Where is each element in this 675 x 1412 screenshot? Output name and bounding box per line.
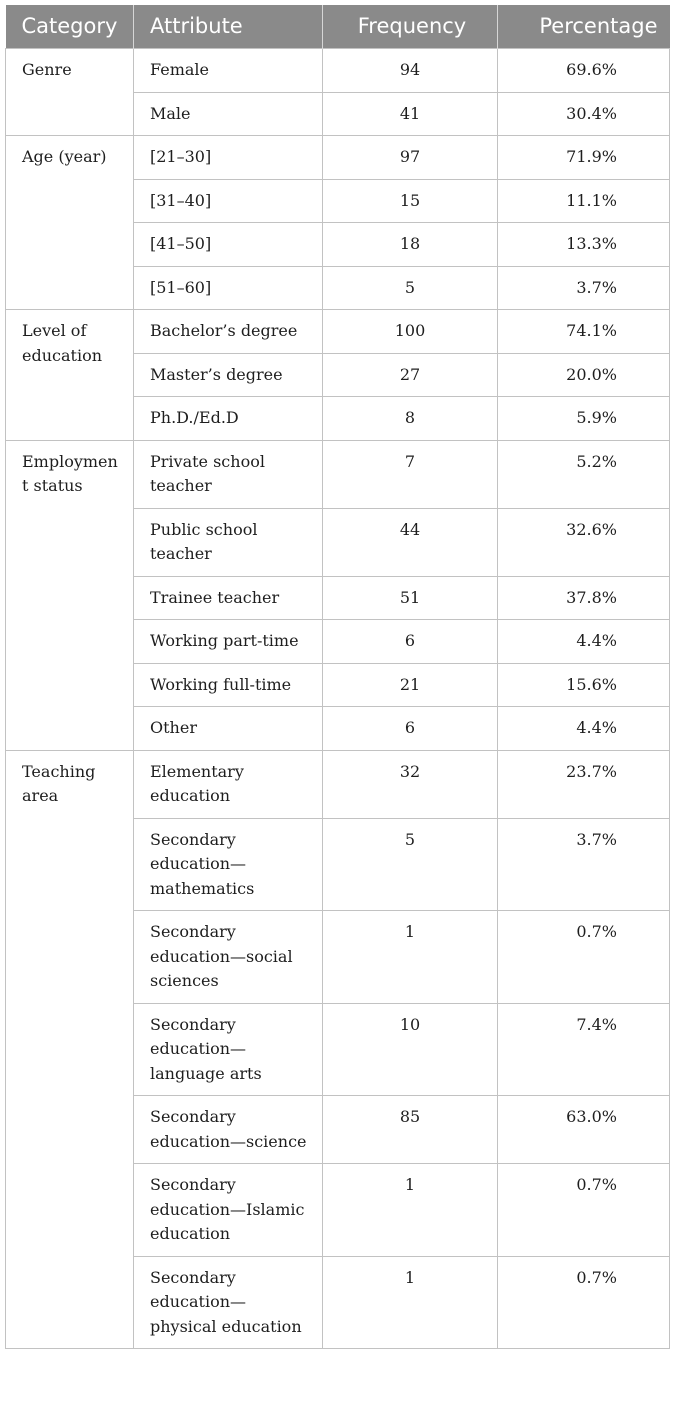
table-row [6,136,670,180]
header-percentage: Percentage [498,5,670,49]
frequency-cell: 6 [323,620,498,664]
percentage-cell: 20.0% [498,353,670,397]
frequency-cell: 44 [323,508,498,576]
attribute-cell: Elementary education [134,750,323,818]
percentage-cell: 13.3% [498,223,670,267]
frequency-cell: 97 [323,136,498,180]
attribute-cell: Master’s degree [134,353,323,397]
table-header [6,5,670,49]
percentage-cell: 0.7% [498,1164,670,1257]
percentage-cell: 37.8% [498,576,670,620]
table-row [6,49,670,93]
frequency-cell: 15 [323,179,498,223]
percentage-cell: 4.4% [498,620,670,664]
category-cell: Teaching area [6,750,134,1349]
frequency-cell: 18 [323,223,498,267]
attribute-cell: [41–50] [134,223,323,267]
percentage-cell: 11.1% [498,179,670,223]
header-row [6,5,670,49]
attribute-cell: Secondary education—science [134,1096,323,1164]
attribute-cell: Working part-time [134,620,323,664]
frequency-cell: 41 [323,92,498,136]
frequency-cell: 1 [323,1256,498,1349]
percentage-cell: 74.1% [498,310,670,354]
percentage-cell: 63.0% [498,1096,670,1164]
attribute-cell: [51–60] [134,266,323,310]
percentage-cell: 4.4% [498,707,670,751]
percentage-cell: 23.7% [498,750,670,818]
category-cell: Level of education [6,310,134,441]
table-body [6,49,670,1349]
frequency-cell: 94 [323,49,498,93]
frequency-cell: 7 [323,440,498,508]
header-category: Category [6,5,134,49]
table-row [6,310,670,354]
frequency-cell: 100 [323,310,498,354]
percentage-cell: 7.4% [498,1003,670,1096]
percentage-cell: 5.9% [498,397,670,441]
attribute-cell: Secondary education—social sciences [134,911,323,1004]
category-cell: Employment status [6,440,134,750]
percentage-cell: 0.7% [498,911,670,1004]
percentage-cell: 32.6% [498,508,670,576]
frequency-cell: 1 [323,911,498,1004]
category-cell: Age (year) [6,136,134,310]
header-frequency: Frequency [323,5,498,49]
table-row [6,750,670,818]
frequency-cell: 27 [323,353,498,397]
attribute-cell: Secondary education—physical education [134,1256,323,1349]
percentage-cell: 30.4% [498,92,670,136]
attribute-cell: Bachelor’s degree [134,310,323,354]
percentage-cell: 3.7% [498,266,670,310]
frequency-cell: 8 [323,397,498,441]
attribute-cell: Working full-time [134,663,323,707]
frequency-cell: 5 [323,818,498,911]
percentage-cell: 0.7% [498,1256,670,1349]
frequency-cell: 6 [323,707,498,751]
attribute-cell: Ph.D./Ed.D [134,397,323,441]
percentage-cell: 3.7% [498,818,670,911]
attribute-cell: Secondary education—language arts [134,1003,323,1096]
attribute-cell: Private school teacher [134,440,323,508]
attribute-cell: Trainee teacher [134,576,323,620]
attribute-cell: Secondary education—mathematics [134,818,323,911]
attribute-cell: Female [134,49,323,93]
frequency-cell: 51 [323,576,498,620]
frequency-cell: 21 [323,663,498,707]
frequency-cell: 85 [323,1096,498,1164]
frequency-cell: 5 [323,266,498,310]
demographics-table [5,5,670,1349]
attribute-cell: Secondary education—Islamic education [134,1164,323,1257]
percentage-cell: 69.6% [498,49,670,93]
category-cell: Genre [6,49,134,136]
frequency-cell: 32 [323,750,498,818]
frequency-cell: 10 [323,1003,498,1096]
attribute-cell: Other [134,707,323,751]
attribute-cell: Public school teacher [134,508,323,576]
attribute-cell: [31–40] [134,179,323,223]
attribute-cell: Male [134,92,323,136]
header-attribute: Attribute [134,5,323,49]
table-row [6,440,670,508]
percentage-cell: 5.2% [498,440,670,508]
percentage-cell: 15.6% [498,663,670,707]
attribute-cell: [21–30] [134,136,323,180]
percentage-cell: 71.9% [498,136,670,180]
frequency-cell: 1 [323,1164,498,1257]
